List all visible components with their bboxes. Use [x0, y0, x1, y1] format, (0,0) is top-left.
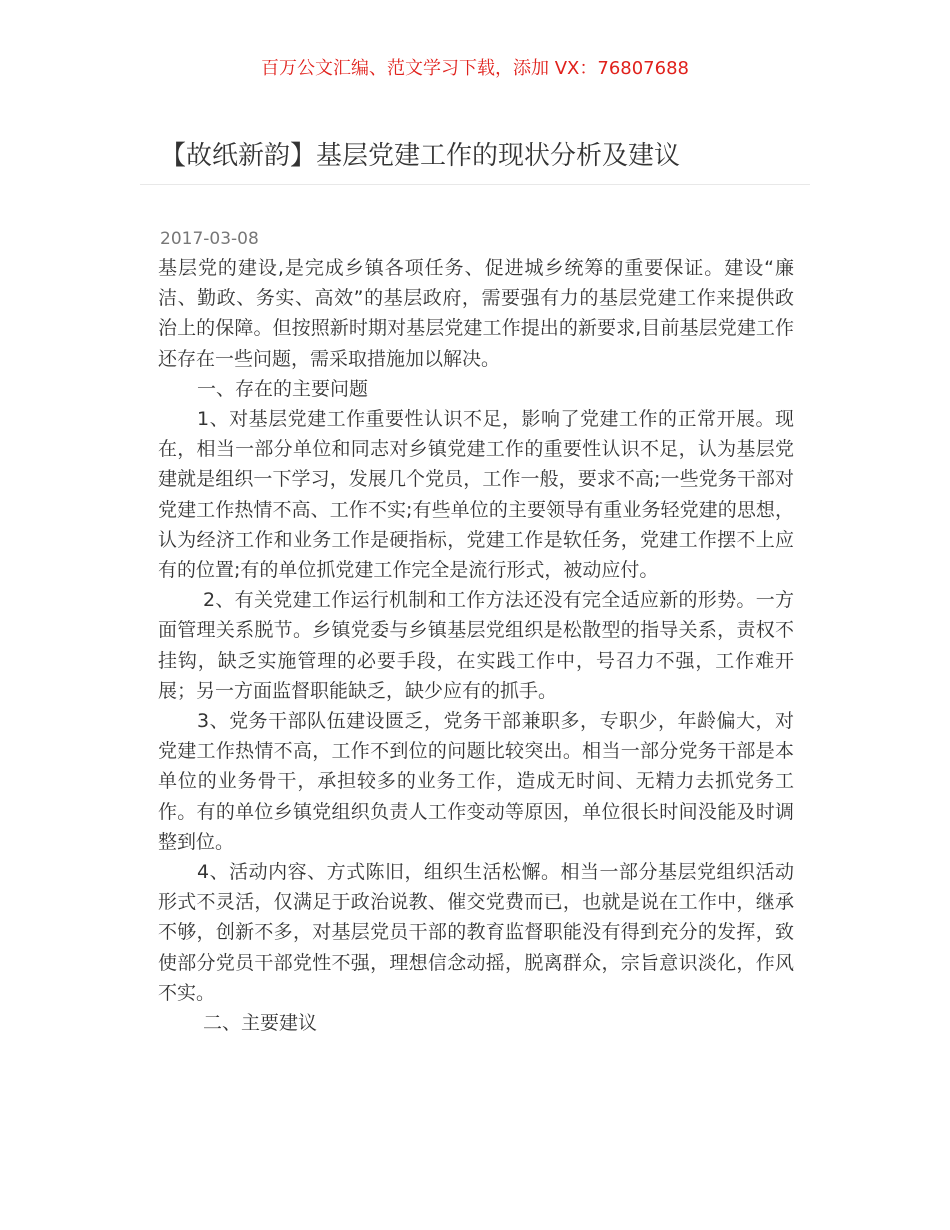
- paragraph-problem-4: 4、活动内容、方式陈旧，组织生活松懈。相当一部分基层党组织活动形式不灵活，仅满足于政治说教、催交党费而已，也就是说在工作中，继承不够，创新不多，对基层党员干部的教育监督职能没有得到充分的发挥，致使部分党员干部党性不强，理想信念动摇，脱离群众，宗旨意识淡化，作风不实。: [158, 861, 794, 1004]
- article-title: 【故纸新韵】基层党建工作的现状分析及建议: [160, 141, 681, 171]
- section-heading-suggestions: 二、主要建议: [203, 1012, 318, 1035]
- title-divider: [140, 184, 810, 185]
- header-note: 百万公文汇编、范文学习下载，添加 VX：76807688: [261, 58, 689, 79]
- article-date: 2017-03-08: [160, 229, 259, 249]
- paragraph-problem-2: 2、有关党建工作运行机制和工作方法还没有完全适应新的形势。一方面管理关系脱节。乡镇党委与乡镇基层党组织是松散型的指导关系，责权不挂钩，缺乏实施管理的必要手段，在实践工作中，号召力不强，工作难开展；另一方面监督职能缺乏，缺少应有的抓手。: [158, 589, 794, 702]
- article-body: [158, 253, 794, 1038]
- paragraph-problem-1: 1、对基层党建工作重要性认识不足，影响了党建工作的正常开展。现在，相当一部分单位和同志对乡镇党建工作的重要性认识不足，认为基层党建就是组织一下学习，发展几个党员，工作一般，要求不高;一些党务干部对党建工作热情不高、工作不实;有些单位的主要领导有重业务轻党建的思想，认为经济工作和业务工作是硬指标，党建工作是软任务，党建工作摆不上应有的位置;有的单位抓党建工作完全是流行形式，被动应付。: [158, 408, 794, 582]
- section-heading-problems: 一、存在的主要问题: [197, 377, 369, 400]
- paragraph-problem-3: 3、党务干部队伍建设匮乏，党务干部兼职多，专职少，年龄偏大，对党建工作热情不高，工作不到位的问题比较突出。相当一部分党务干部是本单位的业务骨干，承担较多的业务工作，造成无时间、无精力去抓党务工作。有的单位乡镇党组织负责人工作变动等原因，单位很长时间没能及时调整到位。: [158, 710, 794, 853]
- paragraph-intro: 基层党的建设,是完成乡镇各项任务、促进城乡统筹的重要保证。建设“廉洁、勤政、务实、高效”的基层政府，需要强有力的基层党建工作来提供政治上的保障。但按照新时期对基层党建工作提出的新要求,目前基层党建工作还存在一些问题，需采取措施加以解决。: [158, 257, 794, 370]
